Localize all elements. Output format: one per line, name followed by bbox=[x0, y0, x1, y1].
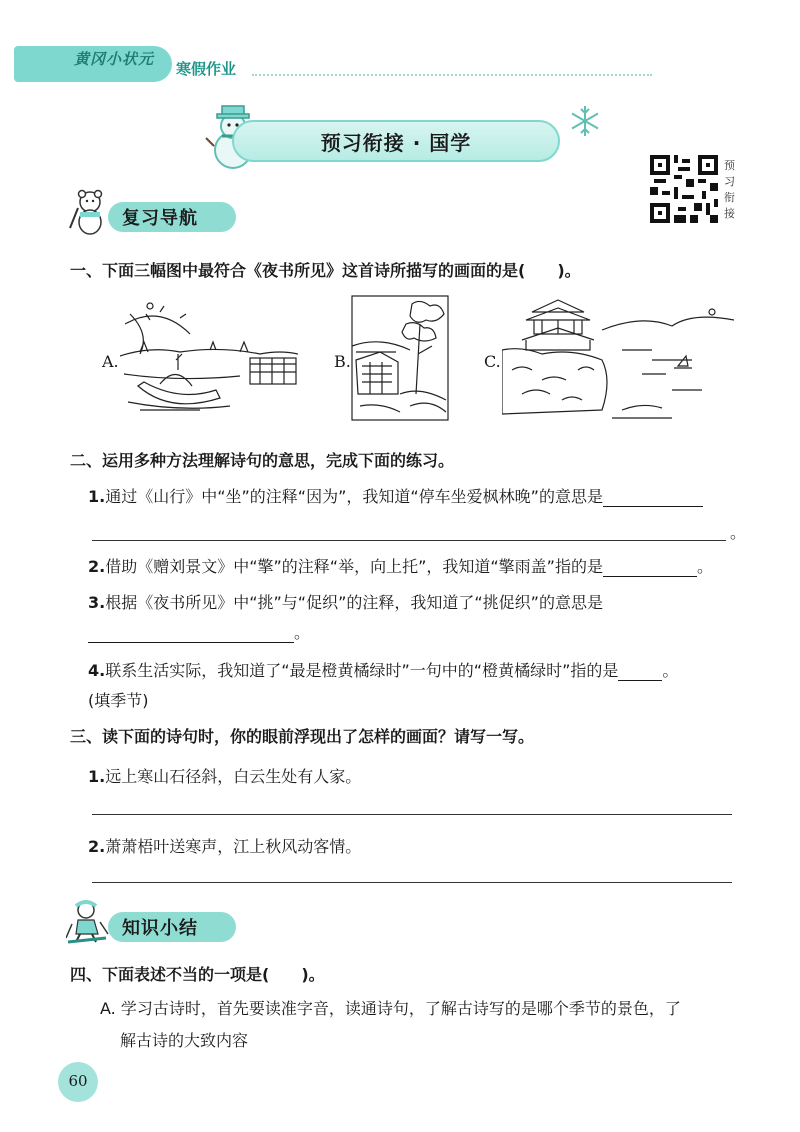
item-number: 4. bbox=[88, 661, 106, 680]
item-text: 联系生活实际，我知道了“最是橙黄橘绿时”一句中的“橙黄橘绿时”指的是 bbox=[105, 661, 619, 680]
option-c-image[interactable] bbox=[502, 290, 734, 422]
section-title-review: 复习导航 bbox=[122, 208, 198, 229]
period-mark: 。 bbox=[730, 523, 747, 542]
option-b-image[interactable] bbox=[350, 294, 450, 422]
period-mark: 。 bbox=[696, 557, 713, 576]
option-a-image[interactable] bbox=[120, 294, 298, 418]
item-text: 借助《赠刘景文》中“擎”的注释“举，向上托”，我知道“擎雨盖”指的是 bbox=[105, 557, 603, 576]
q2-item-3 bbox=[88, 590, 603, 613]
option-b-label: B. bbox=[334, 352, 351, 371]
section-title-summary: 知识小结 bbox=[122, 918, 198, 939]
q2-item-1 bbox=[88, 484, 703, 507]
option-c-label: C. bbox=[484, 352, 501, 371]
page-number: 60 bbox=[68, 1072, 88, 1090]
q4-option-a-cont: 解古诗的大致内容 bbox=[120, 1031, 249, 1050]
item-number: 2. bbox=[88, 837, 106, 856]
qr-caption: 预习衔接 bbox=[724, 159, 735, 220]
item-number: 3. bbox=[88, 593, 106, 612]
q4-option-a: A. 学习古诗时，首先要读准字音，读通诗句，了解古诗写的是哪个季节的景色，了 bbox=[100, 999, 681, 1018]
brand-logo: 黄冈小状元 bbox=[74, 50, 155, 68]
snowflake-icon bbox=[568, 104, 602, 138]
q3-item-2 bbox=[88, 834, 361, 857]
q2-item-2 bbox=[88, 554, 713, 577]
option-a-label: A. bbox=[102, 352, 119, 371]
period-mark: 。 bbox=[662, 661, 679, 680]
page-title: 预习衔接 · 国学 bbox=[320, 131, 472, 155]
q3-item-1 bbox=[88, 764, 361, 787]
item-text: 远上寒山石径斜，白云生处有人家。 bbox=[105, 767, 362, 786]
header-subtitle: 寒假作业 bbox=[176, 60, 237, 78]
period-mark: 。 bbox=[294, 623, 311, 642]
answer-blank[interactable] bbox=[603, 506, 703, 507]
answer-blank[interactable] bbox=[603, 576, 697, 577]
item-number: 1. bbox=[88, 487, 106, 506]
answer-line[interactable] bbox=[92, 540, 726, 541]
question-1: 一、下面三幅图中最符合《夜书所见》这首诗所描写的画面的是( )。 bbox=[70, 261, 581, 280]
skier-mascot-icon bbox=[66, 898, 110, 948]
item-text: 根据《夜书所见》中“挑”与“促织”的注释，我知道了“挑促织”的意思是 bbox=[105, 593, 603, 612]
question-2: 二、运用多种方法理解诗句的意思，完成下面的练习。 bbox=[70, 451, 455, 470]
bear-mascot-icon bbox=[66, 188, 110, 238]
answer-line[interactable] bbox=[92, 814, 732, 815]
q2-item-4 bbox=[88, 658, 678, 681]
answer-blank[interactable] bbox=[88, 642, 294, 643]
answer-line[interactable] bbox=[92, 882, 732, 883]
item-text: 萧萧梧叶送寒声，江上秋风动客情。 bbox=[105, 837, 362, 856]
qr-code[interactable] bbox=[650, 155, 718, 223]
q2-item-3-cont bbox=[88, 620, 310, 643]
item-number: 2. bbox=[88, 557, 106, 576]
answer-blank[interactable] bbox=[618, 680, 662, 681]
header-divider bbox=[252, 74, 652, 76]
question-4: 四、下面表述不当的一项是( )。 bbox=[70, 965, 325, 984]
question-3: 三、读下面的诗句时，你的眼前浮现出了怎样的画面？请写一写。 bbox=[70, 727, 535, 746]
fill-season-note: (填季节) bbox=[88, 691, 149, 710]
item-number: 1. bbox=[88, 767, 106, 786]
item-text: 通过《山行》中“坐”的注释“因为”，我知道“停车坐爱枫林晚”的意思是 bbox=[105, 487, 603, 506]
